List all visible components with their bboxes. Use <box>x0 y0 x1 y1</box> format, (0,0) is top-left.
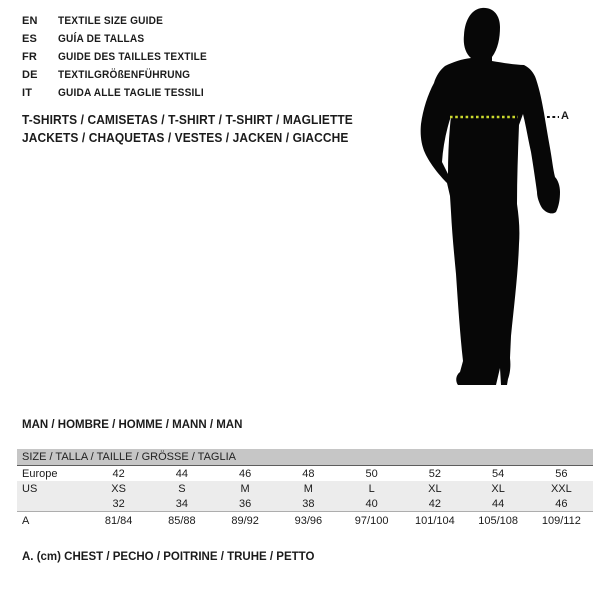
language-list <box>22 12 220 102</box>
size-cell: 34 <box>175 497 188 510</box>
size-cell: XL <box>491 482 505 495</box>
language-row <box>22 12 220 30</box>
size-table <box>17 449 593 529</box>
size-cell: 40 <box>365 497 378 510</box>
size-cell: XXL <box>550 482 572 495</box>
size-cell: 38 <box>302 497 315 510</box>
category-tshirts: T-SHIRTS / CAMISETAS / T-SHIRT / T-SHIRT / MAGLIETTE <box>22 111 353 127</box>
section-title-man: MAN / HOMBRE / HOMME / MANN / MAN <box>22 419 243 431</box>
table-row-europe <box>17 466 593 481</box>
size-cell: 44 <box>492 497 505 510</box>
size-cell: 93/96 <box>294 514 323 527</box>
size-table-header <box>17 449 593 466</box>
language-code: IT <box>22 87 33 99</box>
size-cell: 56 <box>555 467 568 480</box>
table-gray-band <box>17 481 593 512</box>
size-cell: 105/108 <box>478 514 518 527</box>
language-row <box>22 84 220 102</box>
size-cell: 54 <box>492 467 505 480</box>
size-cell: 97/100 <box>354 514 389 527</box>
language-title: GUIDA ALLE TAGLIE TESSILI <box>58 87 204 99</box>
size-cell: 46 <box>239 467 252 480</box>
table-row-us <box>17 481 593 496</box>
language-code: ES <box>22 33 38 45</box>
size-cell: M <box>240 482 250 495</box>
size-cell: M <box>303 482 313 495</box>
language-code: FR <box>22 51 38 63</box>
size-cell: 50 <box>365 467 378 480</box>
size-cell: 109/112 <box>541 514 581 527</box>
size-cell: 42 <box>112 467 125 480</box>
size-cell: L <box>368 482 375 495</box>
language-row <box>22 30 220 48</box>
size-cell: 48 <box>302 467 315 480</box>
measure-label-a: A <box>561 110 569 122</box>
table-row-numeric <box>17 496 593 511</box>
language-row <box>22 66 220 84</box>
size-cell: 85/88 <box>168 514 196 527</box>
size-cell: XS <box>111 482 126 495</box>
row-label: Europe <box>22 467 58 480</box>
size-cell: 81/84 <box>104 514 133 527</box>
size-cell: 101/104 <box>414 514 455 527</box>
language-code: DE <box>22 69 38 81</box>
language-title: TEXTILE SIZE GUIDE <box>58 15 164 27</box>
size-cell: 32 <box>112 497 125 510</box>
row-label: US <box>22 482 38 495</box>
size-cell: XL <box>428 482 442 495</box>
size-cell: 44 <box>175 467 188 480</box>
row-label: A <box>22 514 30 527</box>
size-cell: 52 <box>428 467 441 480</box>
man-silhouette-figure <box>415 6 575 391</box>
table-row-chest-a <box>17 512 593 529</box>
man-silhouette-svg <box>415 6 575 391</box>
language-row <box>22 48 220 66</box>
size-cell: S <box>178 482 186 495</box>
footnote-chest: A. (cm) CHEST / PECHO / POITRINE / TRUHE / PETTO <box>22 551 315 563</box>
size-cell: 89/92 <box>231 514 259 527</box>
size-table-header-label: SIZE / TALLA / TAILLE / GRÖSSE / TAGLIA <box>22 451 236 463</box>
size-cell: 42 <box>428 497 441 510</box>
category-jackets: JACKETS / CHAQUETAS / VESTES / JACKEN / GIACCHE <box>22 129 349 145</box>
language-code: EN <box>22 15 38 27</box>
category-block <box>22 110 382 146</box>
language-title: TEXTILGRÖßENFÜHRUNG <box>58 69 191 81</box>
language-title: GUIDE DES TAILLES TEXTILE <box>58 51 207 63</box>
size-cell: 36 <box>239 497 252 510</box>
man-silhouette-body <box>421 8 560 385</box>
size-cell: 46 <box>555 497 568 510</box>
language-title: GUÍA DE TALLAS <box>58 33 145 45</box>
